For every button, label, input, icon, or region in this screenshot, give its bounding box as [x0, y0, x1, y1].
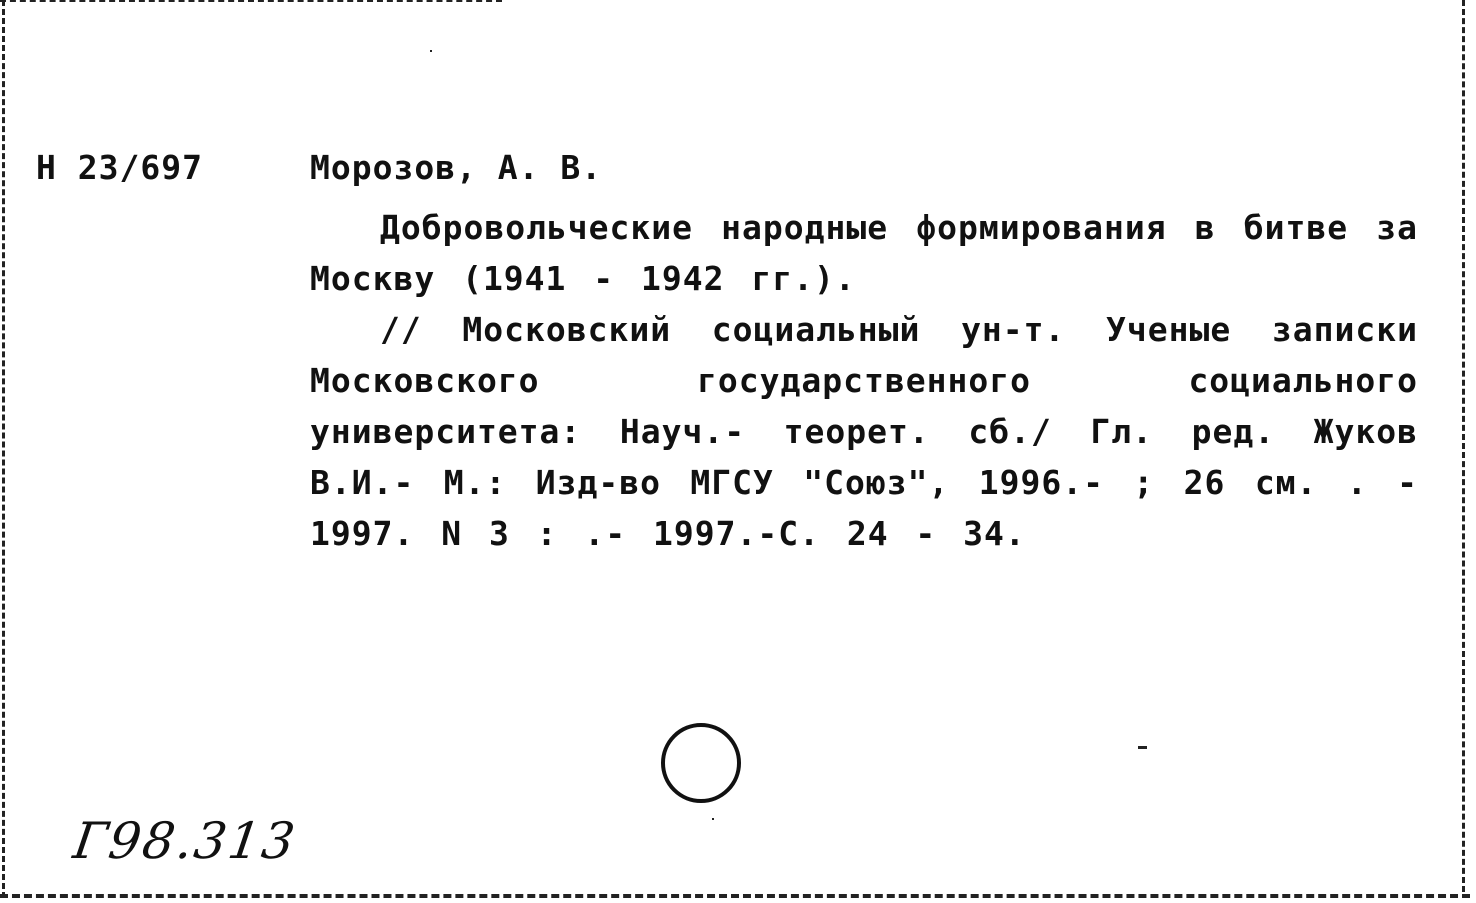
- author-name: Морозов, А. В.: [310, 148, 603, 187]
- card-top-edge: [0, 0, 502, 2]
- record-title: Добровольческие народные формирования в битве за Москву (1941 - 1942 гг.).: [310, 208, 1418, 298]
- shelfmark: Н 23/697: [36, 148, 203, 187]
- bibliographic-description: [310, 202, 1418, 559]
- card-left-edge: [2, 0, 5, 898]
- record-source: // Московский социальный ун-т. Ученые записки Московского государственного социального университета: Науч.- теорет. сб./ Гл. ред. Жуков В.И.- М.: Изд-во МГСУ "Союз", 1996.- ; 26 см. . - 1997. N 3 : .- 1997.-С. 24 - 34.: [310, 310, 1418, 553]
- ink-speck: [1138, 746, 1147, 749]
- card-bottom-edge: [0, 894, 1470, 898]
- card-right-edge: [1462, 0, 1465, 892]
- ink-speck: [430, 50, 432, 52]
- punch-hole: [661, 723, 741, 803]
- ink-speck: [712, 818, 714, 820]
- handwritten-call-number: Г98.313: [69, 812, 301, 870]
